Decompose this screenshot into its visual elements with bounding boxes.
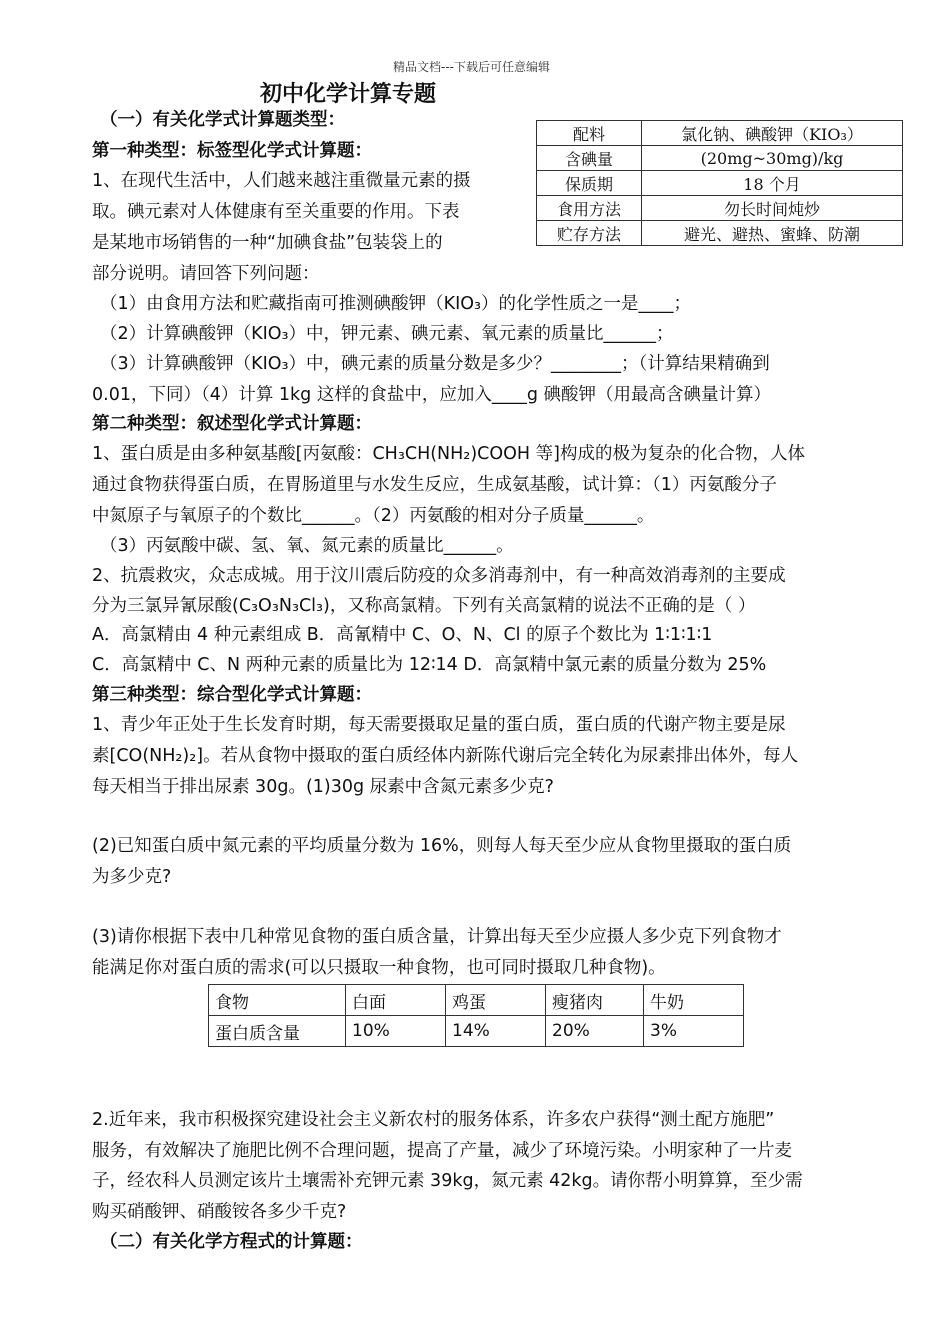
text-line: 1、在现代生活中，人们越来越注重微量元素的摄 bbox=[92, 171, 471, 191]
table-cell: 氯化钠、碘酸钾（KIO₃） bbox=[642, 121, 903, 146]
table-cell: 配料 bbox=[537, 121, 642, 146]
text-line: 中氮原子与氧原子的个数比______。（2）丙氨酸的相对分子质量______。 bbox=[92, 506, 655, 526]
table-cell: 勿长时间炖炒 bbox=[642, 196, 903, 221]
table-row bbox=[537, 221, 903, 246]
table-row bbox=[537, 196, 903, 221]
table-cell: 18 个月 bbox=[642, 171, 903, 196]
type-heading: 第三种类型：综合型化学式计算题： bbox=[92, 685, 372, 705]
text-line: (3)请你根据下表中几种常见食物的蛋白质含量，计算出每天至少应摄人多少克下列食物才 bbox=[92, 927, 782, 947]
text-line: 取。碘元素对人体健康有至关重要的作用。下表 bbox=[92, 202, 460, 222]
table-row bbox=[537, 146, 903, 171]
text-line: 为多少克? bbox=[92, 867, 172, 887]
text-line: 2.近年来，我市积极探究建设社会主义新农村的服务体系，许多农户获得“测土配方施肥” bbox=[92, 1110, 775, 1130]
text-line: 服务，有效解决了施肥比例不合理问题，提高了产量，减少了环境污染。小明家种了一片麦 bbox=[92, 1141, 792, 1161]
section-heading: （一）有关化学式计算题类型： bbox=[100, 110, 345, 130]
text-line: （2）计算碘酸钾（KIO₃）中，钾元素、碘元素、氧元素的质量比______； bbox=[100, 324, 674, 344]
text-line: 2、抗震救灾，众志成城。用于汶川震后防疫的众多消毒剂中，有一种高效消毒剂的主要成 bbox=[92, 566, 786, 586]
text-line: 1、蛋白质是由多种氨基酸[丙氨酸：CH₃CH(NH₂)COOH 等]构成的极为复杂的化合物，人体 bbox=[92, 444, 805, 464]
text-line: 通过食物获得蛋白质，在胃肠道里与水发生反应，生成氨基酸，试计算：（1）丙氨酸分子 bbox=[92, 475, 777, 495]
table-cell: 白面 bbox=[346, 985, 446, 1016]
page-title: 初中化学计算专题 bbox=[260, 82, 437, 107]
table-cell: 瘦猪肉 bbox=[546, 985, 644, 1016]
type-heading: 第一种类型：标签型化学式计算题： bbox=[92, 141, 372, 161]
section-heading: （二）有关化学方程式的计算题： bbox=[100, 1232, 363, 1252]
type-heading: 第二种类型：叙述型化学式计算题： bbox=[92, 414, 372, 434]
text-line: 1、青少年正处于生长发育时期，每天需要摄取足量的蛋白质，蛋白质的代谢产物主要是尿 bbox=[92, 715, 786, 735]
text-line: 素[CO(NH₂)₂]。若从食物中摄取的蛋白质经体内新陈代谢后完全转化为尿素排出体外，每人 bbox=[92, 746, 799, 766]
text-line: （3）丙氨酸中碳、氢、氧、氮元素的质量比______。 bbox=[100, 536, 514, 556]
table-cell: 20% bbox=[546, 1016, 644, 1047]
table-row bbox=[209, 1016, 744, 1047]
text-line: 每天相当于排出尿素 30g。(1)30g 尿素中含氮元素多少克? bbox=[92, 777, 554, 797]
table-cell: 10% bbox=[346, 1016, 446, 1047]
food-protein-table bbox=[208, 984, 744, 1047]
text-line: （3）计算碘酸钾（KIO₃）中，碘元素的质量分数是多少？________；（计算结果精确到 bbox=[100, 354, 770, 374]
table-cell: 含碘量 bbox=[537, 146, 642, 171]
table-cell: 牛奶 bbox=[644, 985, 744, 1016]
table-cell: 3% bbox=[644, 1016, 744, 1047]
option-line: A．高氯精由 4 种元素组成 B．高氰精中 C、O、N、Cl 的原子个数比为 1∶1∶1∶1 bbox=[92, 625, 713, 645]
text-line: 能满足你对蛋白质的需求(可以只摄取一种食物，也可同时摄取几种食物)。 bbox=[92, 958, 666, 978]
table-cell: 食用方法 bbox=[537, 196, 642, 221]
text-line: 子，经农科人员测定该片土壤需补充钾元素 39kg，氮元素 42kg。请你帮小明算算，至少需 bbox=[92, 1171, 803, 1191]
text-line: 部分说明。请回答下列问题： bbox=[92, 264, 320, 284]
salt-label-table bbox=[536, 120, 903, 246]
table-row bbox=[209, 985, 744, 1016]
table-row bbox=[537, 121, 903, 146]
table-cell: 贮存方法 bbox=[537, 221, 642, 246]
table-cell: 14% bbox=[446, 1016, 546, 1047]
option-line: C．高氯精中 C、N 两种元素的质量比为 12∶14 D．高氯精中氯元素的质量分数为 25% bbox=[92, 655, 767, 675]
table-row bbox=[537, 171, 903, 196]
table-cell: 鸡蛋 bbox=[446, 985, 546, 1016]
text-line: 分为三氯异氰尿酸(C₃O₃N₃Cl₃)，又称高氯精。下列有关高氯精的说法不正确的是（ ） bbox=[92, 596, 756, 616]
text-line: 0.01，下同）（4）计算 1kg 这样的食盐中，应加入____g 碘酸钾（用最高含碘量计算） bbox=[92, 385, 772, 405]
table-cell: 保质期 bbox=[537, 171, 642, 196]
text-line: (2)已知蛋白质中氮元素的平均质量分数为 16%，则每人每天至少应从食物里摄取的蛋白质 bbox=[92, 836, 792, 856]
table-cell: (20mg~30mg)/kg bbox=[642, 146, 903, 171]
table-cell: 蛋白质含量 bbox=[209, 1016, 346, 1047]
table-cell: 避光、避热、蜜蜂、防潮 bbox=[642, 221, 903, 246]
text-line: （1）由食用方法和贮藏指南可推测碘酸钾（KIO₃）的化学性质之一是____； bbox=[100, 294, 692, 314]
text-line: 购买硝酸钾、硝酸铵各多少千克? bbox=[92, 1202, 347, 1222]
table-cell: 食物 bbox=[209, 985, 346, 1016]
page-header: 精品文档---下载后可任意编辑 bbox=[393, 60, 550, 74]
text-line: 是某地市场销售的一种“加碘食盐”包装袋上的 bbox=[92, 233, 443, 253]
